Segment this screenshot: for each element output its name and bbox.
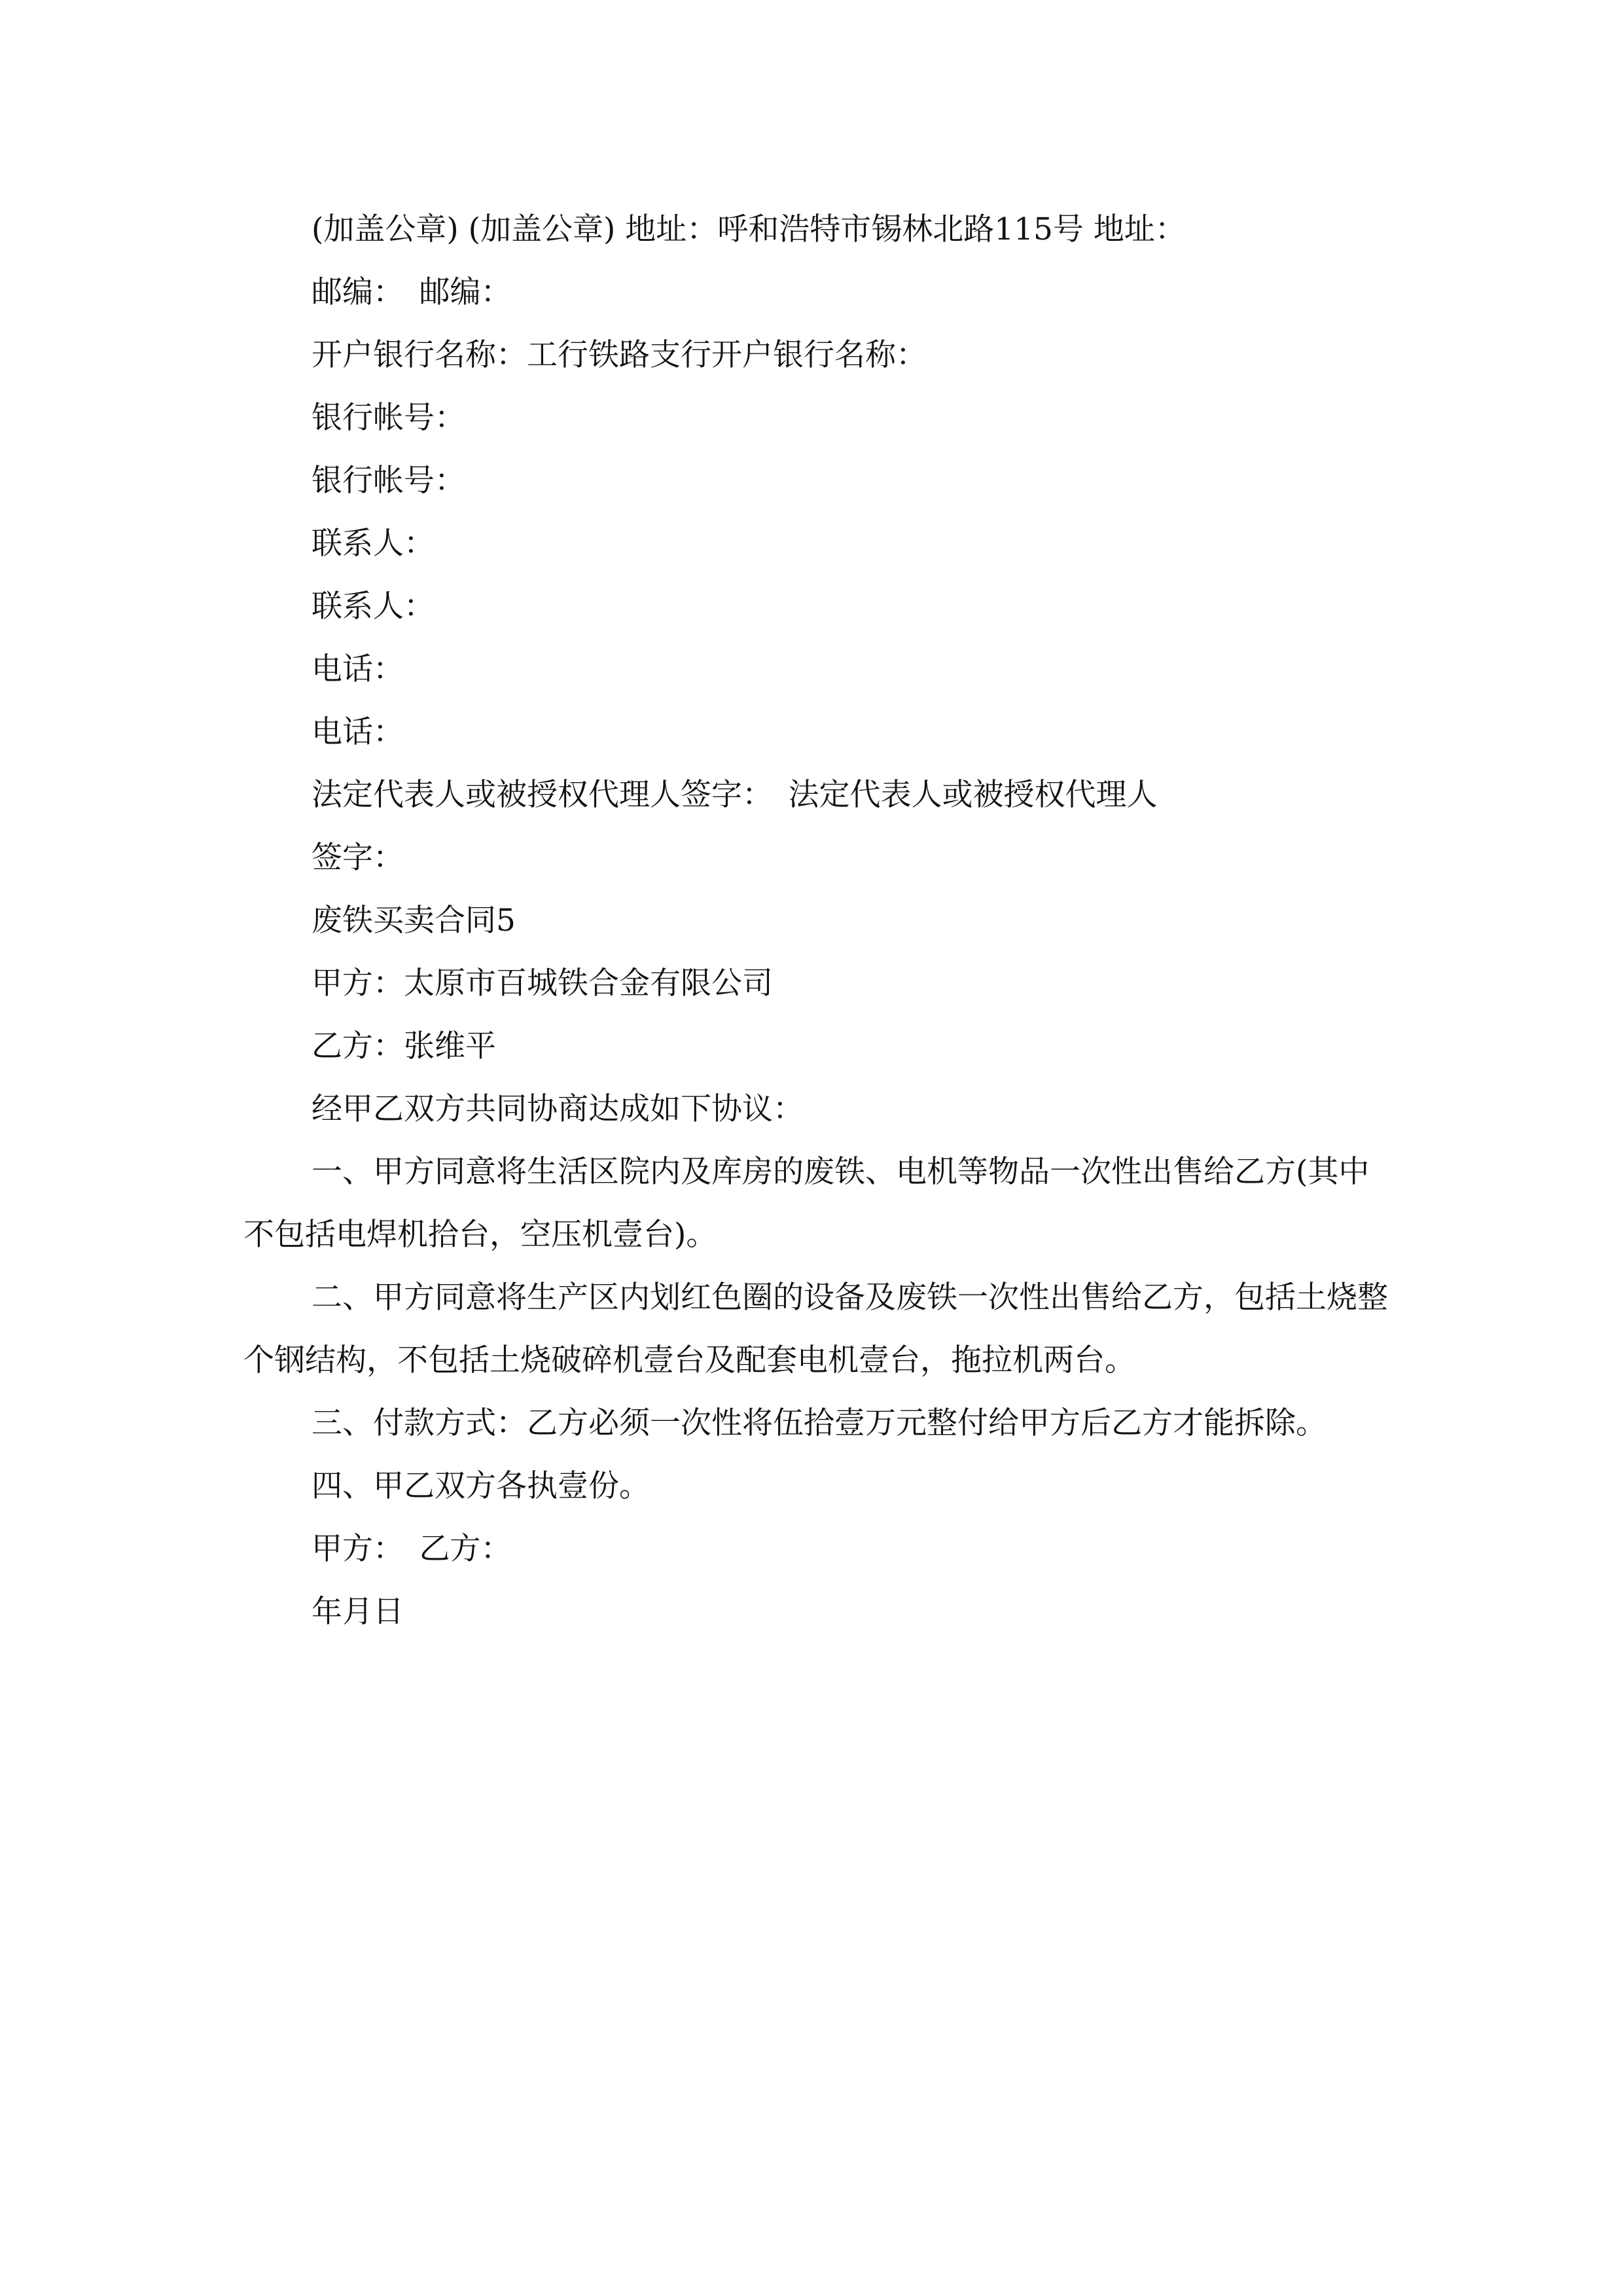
clause-2: 二、甲方同意将生产区内划红色圈的设备及废铁一次性出售给乙方，包括土烧整个钢结构，不包括土烧破碎机壹台及配套电机壹台，拖拉机两台。 (243, 1280, 1388, 1378)
party-a-line: 甲方：太原市百城铁合金有限公司 (312, 965, 773, 1001)
date-line: 年月日 (312, 1594, 404, 1630)
bank-name-line: 开户银行名称：工行铁路支行开户银行名称： (312, 337, 927, 373)
representative-signature-line: 法定代表人或被授权代理人签字： 法定代表人或被授权代理人 (312, 777, 1158, 813)
clause-1: 一、甲方同意将生活区院内及库房的废铁、电机等物品一次性出售给乙方(其中不包括电焊机拾台，空压机壹台)。 (243, 1154, 1370, 1253)
contact-line-2: 联系人： (312, 588, 435, 624)
signature-line: 签字： (312, 840, 404, 876)
party-b-line: 乙方：张维平 (312, 1028, 496, 1064)
clause-4: 四、甲乙双方各执壹份。 (312, 1468, 650, 1504)
agreement-intro: 经甲乙双方共同协商达成如下协议： (312, 1091, 804, 1127)
bank-account-line-1: 银行帐号： (312, 400, 465, 436)
contact-line-1: 联系人： (312, 526, 435, 562)
contract-title: 废铁买卖合同5 (312, 903, 516, 939)
clause-3: 三、付款方式：乙方必须一次性将伍拾壹万元整付给甲方后乙方才能拆除。 (312, 1405, 1327, 1441)
seal-address-line: (加盖公章) (加盖公章) 地址：呼和浩特市锡林北路115号 地址： (312, 211, 1186, 247)
phone-line-2: 电话： (312, 714, 404, 750)
bank-account-line-2: 银行帐号： (312, 463, 465, 499)
document-body (243, 198, 1395, 1643)
signature-parties-line: 甲方： 乙方： (312, 1531, 512, 1567)
phone-line-1: 电话： (312, 651, 404, 687)
postcode-line: 邮编： 邮编： (312, 274, 512, 310)
